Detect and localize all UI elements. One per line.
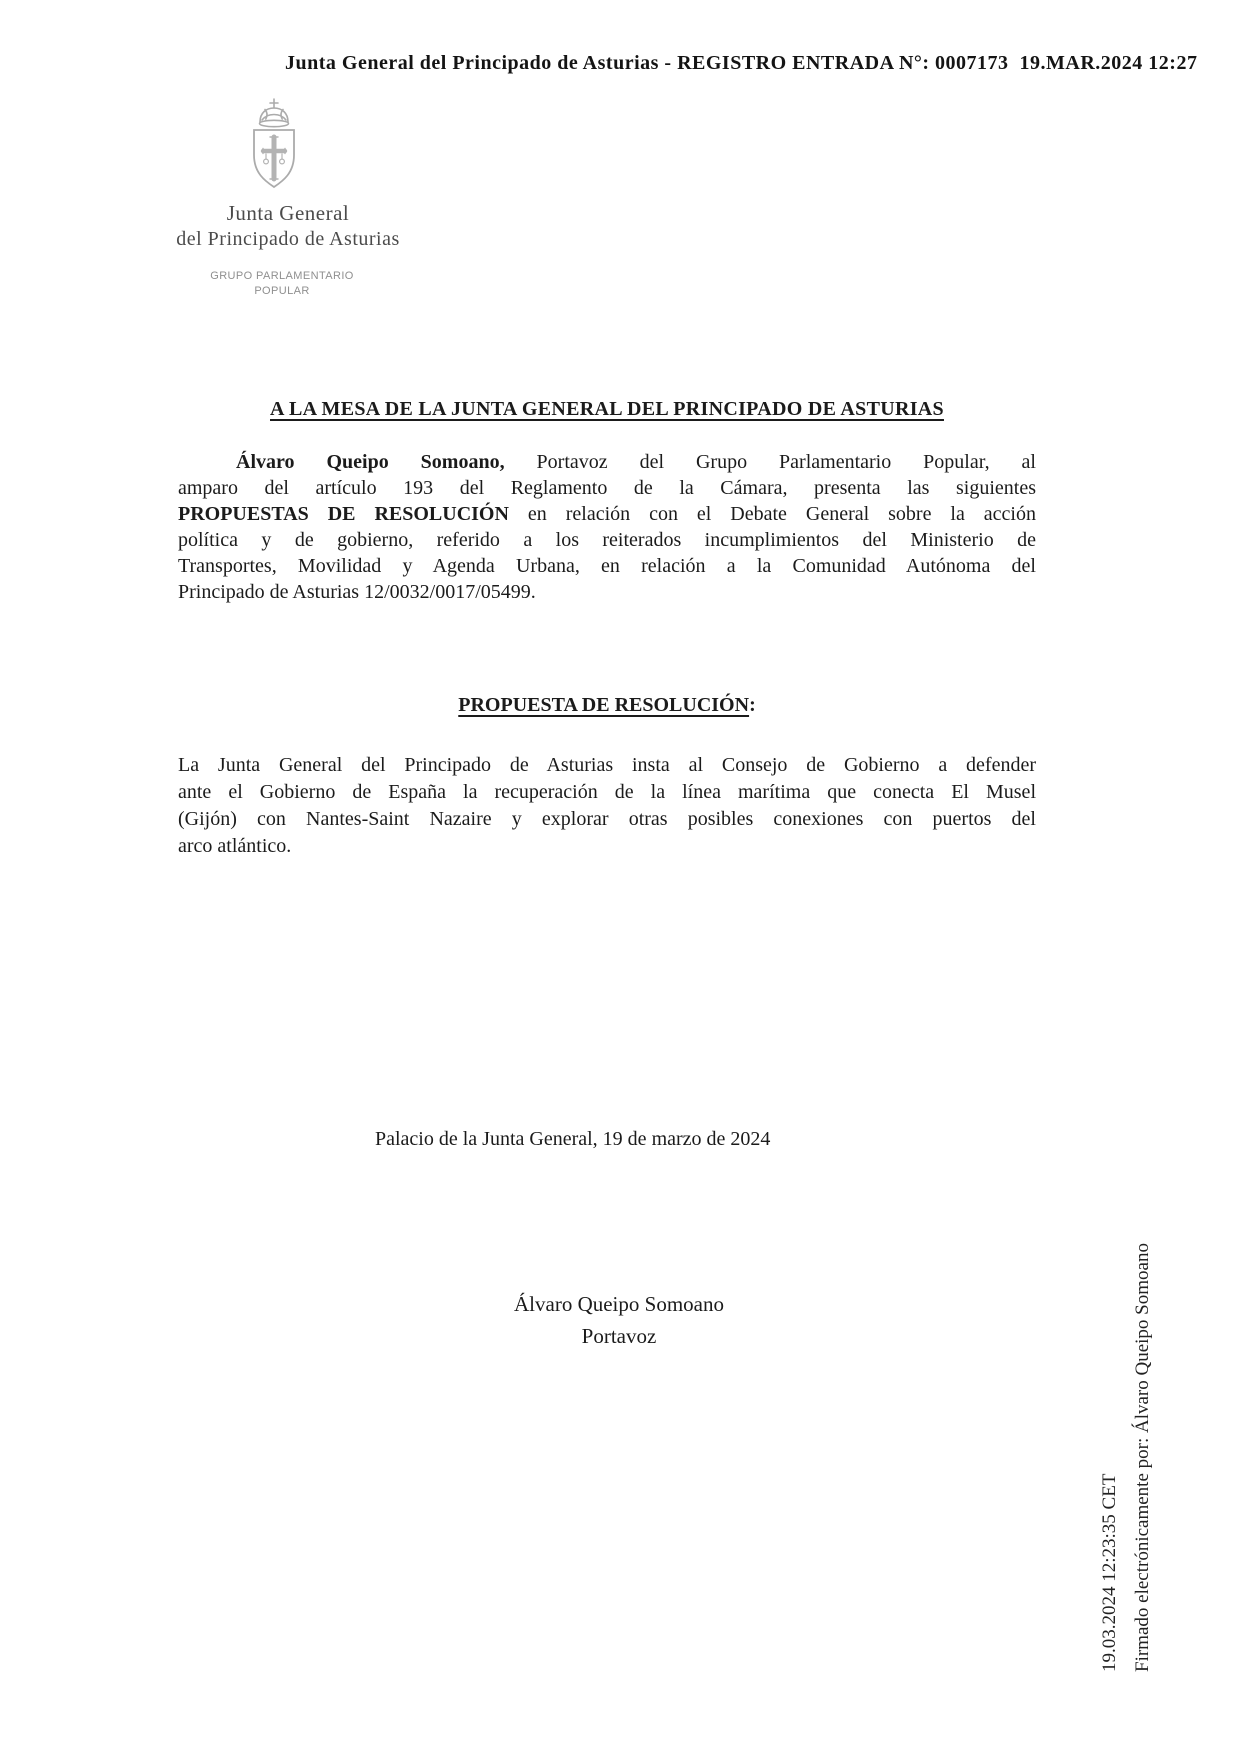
registry-entry-stamp: Junta General del Principado de Asturias - REGISTRO ENTRADA N°: 0007173 19.MAR.2024 12:27 bbox=[285, 52, 1198, 74]
text-line bbox=[178, 449, 1036, 475]
text-line bbox=[178, 501, 1036, 527]
text-segment: Portavoz del Grupo Parlamentario Popular, al bbox=[504, 451, 1036, 473]
esign-signer-line: Firmado electrónicamente por: Álvaro Queipo Somoano bbox=[1132, 1243, 1153, 1672]
resolution-paragraph bbox=[178, 752, 1036, 860]
text-segment: arco atlántico. bbox=[178, 835, 292, 857]
esign-timestamp-line: 19.03.2024 12:23:35 CET bbox=[1099, 1473, 1120, 1672]
text-segment: La Junta General del Principado de Asturias insta al Consejo de Gobierno a defender bbox=[178, 754, 1036, 776]
org-name-line-2: del Principado de Asturias bbox=[176, 228, 400, 250]
addressee-heading-text: A LA MESA DE LA JUNTA GENERAL DEL PRINCIPADO DE ASTURIAS bbox=[270, 398, 944, 420]
bold-text-segment: Álvaro Queipo Somoano, bbox=[236, 451, 505, 473]
resolution-heading-colon: : bbox=[749, 694, 756, 716]
signature-block bbox=[190, 1288, 1048, 1352]
text-segment: ante el Gobierno de España la recuperación de la línea marítima que conecta El Musel bbox=[178, 781, 1036, 803]
place-date-line: Palacio de la Junta General, 19 de marzo de 2024 bbox=[375, 1128, 771, 1150]
bold-text-segment: PROPUESTAS DE RESOLUCIÓN bbox=[178, 503, 509, 525]
addressee-heading bbox=[178, 398, 1036, 421]
resolution-heading bbox=[178, 694, 1036, 717]
text-line bbox=[178, 806, 1036, 833]
text-line bbox=[178, 579, 1036, 605]
text-segment: amparo del artículo 193 del Reglamento de la Cámara, presenta las siguientes bbox=[178, 477, 1036, 499]
text-line bbox=[178, 475, 1036, 501]
signature-role: Portavoz bbox=[581, 1324, 657, 1348]
org-name-line-1: Junta General bbox=[226, 201, 350, 225]
group-label-line-2: POPULAR bbox=[254, 285, 310, 297]
text-segment: Principado de Asturias 12/0032/0017/05499. bbox=[178, 581, 536, 603]
text-segment: en relación con el Debate General sobre la acción bbox=[508, 503, 1036, 525]
coat-of-arms-svg bbox=[238, 96, 310, 200]
resolution-heading-text: PROPUESTA DE RESOLUCIÓN bbox=[458, 694, 750, 716]
text-line bbox=[178, 779, 1036, 806]
letterhead-group-label bbox=[186, 269, 378, 299]
text-line bbox=[178, 752, 1036, 779]
text-segment: política y de gobierno, referido a los reiterados incumplimientos del Ministerio de bbox=[178, 529, 1036, 551]
letterhead-org-name bbox=[160, 200, 416, 252]
asturias-coat-of-arms-icon bbox=[238, 96, 310, 200]
text-line bbox=[178, 527, 1036, 553]
intro-paragraph bbox=[178, 449, 1036, 605]
text-segment: Transportes, Movilidad y Agenda Urbana, en relación a la Comunidad Autónoma del bbox=[178, 555, 1036, 577]
group-label-line-1: GRUPO PARLAMENTARIO bbox=[210, 270, 354, 282]
text-line bbox=[178, 833, 1036, 860]
electronic-signature-stamp bbox=[1093, 1243, 1159, 1672]
text-line bbox=[178, 553, 1036, 579]
text-segment: (Gijón) con Nantes-Saint Nazaire y explorar otras posibles conexiones con puertos del bbox=[178, 808, 1036, 830]
signature-name: Álvaro Queipo Somoano bbox=[514, 1292, 724, 1316]
